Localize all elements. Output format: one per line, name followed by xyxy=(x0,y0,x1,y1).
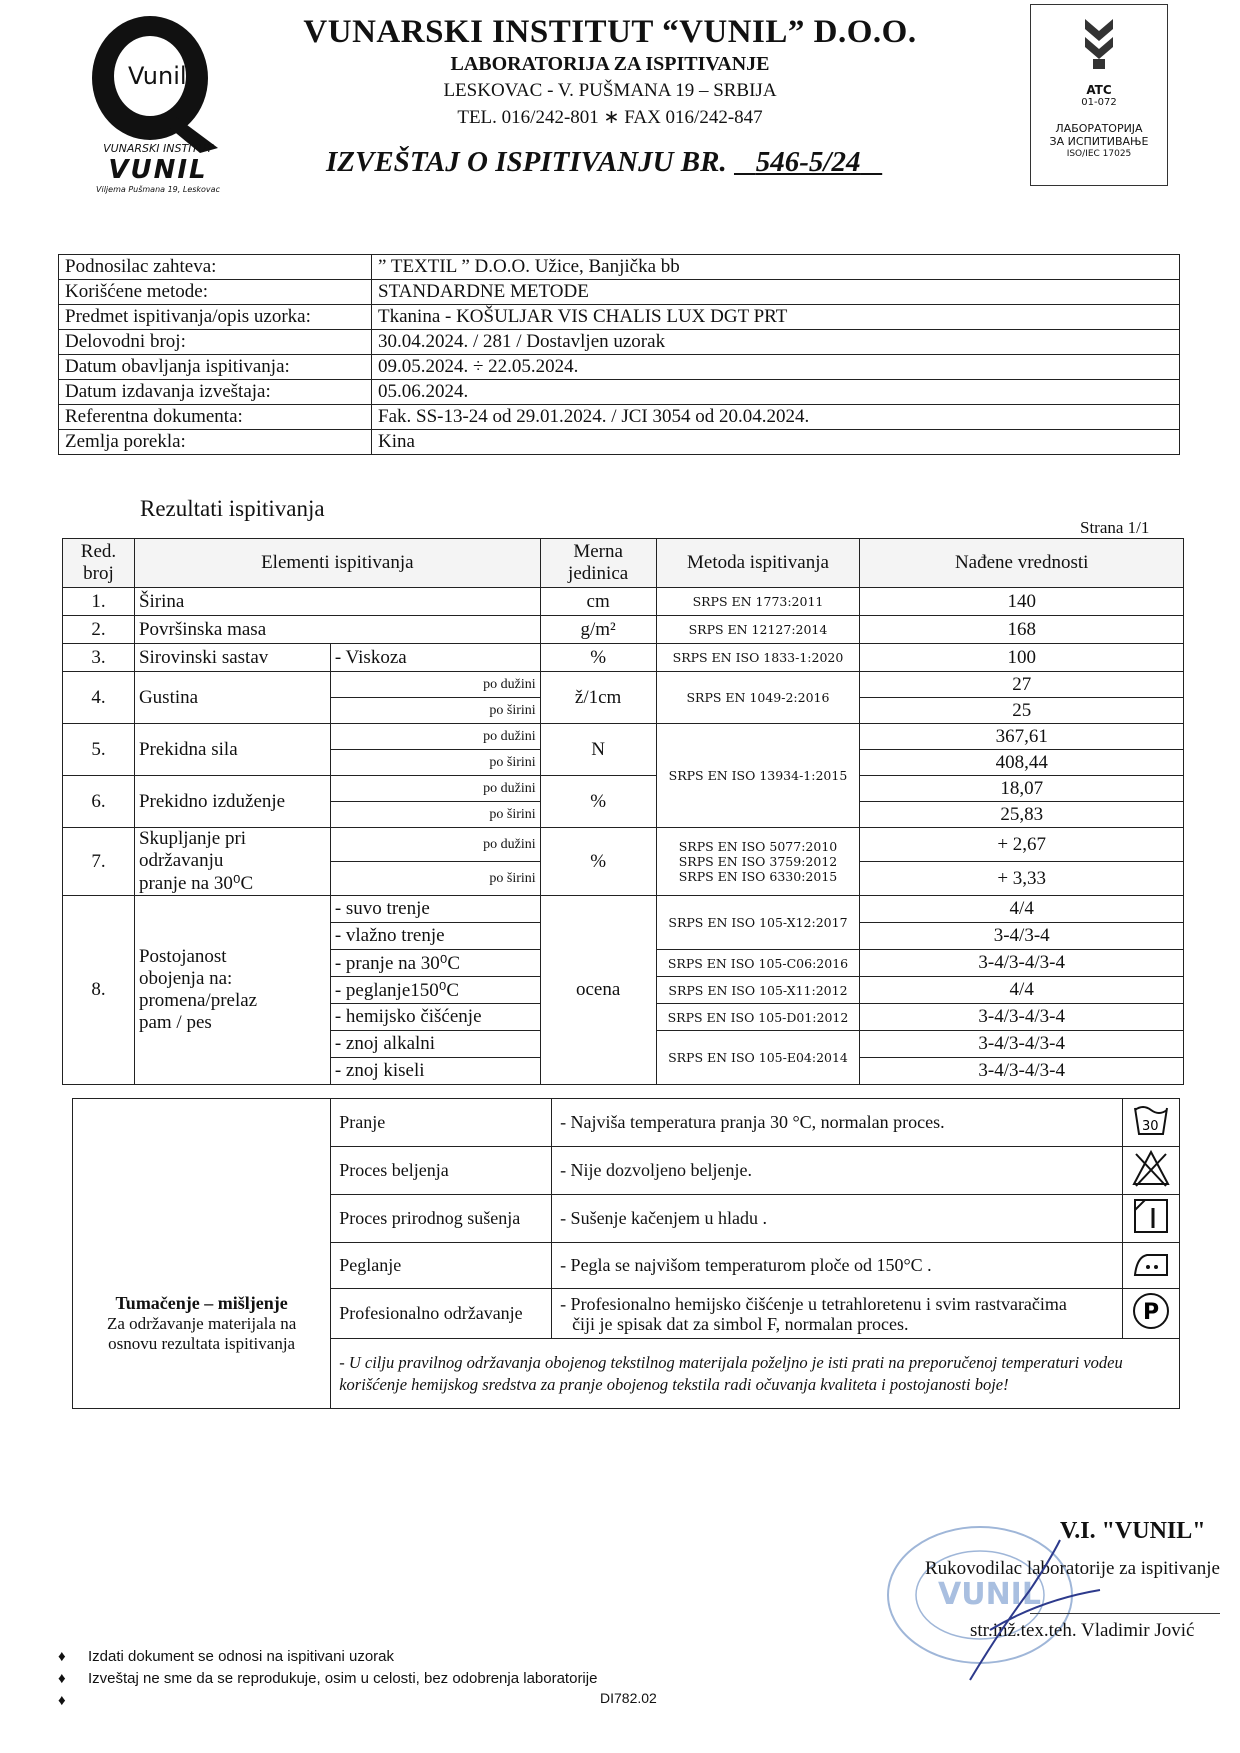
care-text: - Najviša temperatura pranja 30 °C, normalan proces. xyxy=(552,1099,1123,1147)
value: 4/4 xyxy=(860,896,1184,923)
footer-item xyxy=(58,1668,597,1690)
footer-item xyxy=(58,1646,597,1668)
element-name-line: obojenja na: xyxy=(138,968,233,989)
interpretation-title: Tumačenje – mišljenje xyxy=(115,1293,288,1313)
info-row xyxy=(59,330,1180,355)
element-name-line-2: pranje na 30⁰C xyxy=(138,873,254,894)
unit: % xyxy=(540,776,656,828)
value: 3-4/3-4/3-4 xyxy=(860,1031,1184,1058)
info-label: Podnosilac zahteva: xyxy=(59,255,372,280)
element-name: Prekidno izduženje xyxy=(134,776,330,828)
method: SRPS EN ISO 105-X11:2012 xyxy=(656,977,860,1004)
accreditation-box xyxy=(1030,4,1168,186)
value: 27 xyxy=(860,672,1184,698)
footer-text: Izdati dokument se odnosi na ispitivani uzorak xyxy=(88,1648,395,1665)
value: 168 xyxy=(860,616,1184,644)
row-number: 1. xyxy=(63,588,135,616)
results-title: Rezultati ispitivanja xyxy=(140,496,325,521)
wash-30-icon xyxy=(1122,1099,1179,1147)
row-number: 6. xyxy=(63,776,135,828)
info-label: Referentna dokumenta: xyxy=(59,405,372,430)
direction-label: po dužini xyxy=(330,672,540,698)
care-label: Proces prirodnog sušenja xyxy=(331,1195,552,1243)
unit: N xyxy=(540,724,656,776)
footer-notes xyxy=(58,1646,597,1712)
fastness-label: - suvo trenje xyxy=(330,896,540,923)
info-label: Korišćene metode: xyxy=(59,280,372,305)
care-label: Peglanje xyxy=(331,1243,552,1289)
report-title xyxy=(326,146,882,179)
fastness-label: - znoj alkalni xyxy=(330,1031,540,1058)
atc-icon xyxy=(1079,15,1119,75)
accreditation-line-3: ISO/IEC 17025 xyxy=(1066,149,1132,159)
value: 25,83 xyxy=(860,802,1184,828)
element-name: Širina xyxy=(134,588,540,616)
signature-org: V.I. "VUNIL" xyxy=(1060,1518,1206,1544)
iron-icon xyxy=(1122,1243,1179,1289)
fastness-label: - znoj kiseli xyxy=(330,1058,540,1085)
accreditation-line-1: ЛАБОРАТОРИЈА xyxy=(1055,122,1143,135)
info-value: STANDARDNE METODE xyxy=(372,280,1180,305)
unit: cm xyxy=(540,588,656,616)
care-note: - U cilju pravilnog održavanja obojenog tekstilnog materijala poželjno je isti prati na preporučenoj temperaturi vodeu korišćenje hemijskog sredstva za pranje obojenog tekstila radi očuvanja kvaliteta i postojanosti boje! xyxy=(331,1339,1180,1409)
unit: % xyxy=(540,828,656,896)
footer-item xyxy=(58,1690,597,1712)
institute-name: VUNARSKI INSTITUT “VUNIL” D.O.O. xyxy=(303,14,917,50)
handwritten-signature xyxy=(960,1530,1110,1690)
phone: TEL. 016/242-801 ∗ FAX 016/242-847 xyxy=(457,107,763,128)
interpretation-table xyxy=(72,1098,1180,1409)
direction-label: po širini xyxy=(330,802,540,828)
direction-label: po dužini xyxy=(330,776,540,802)
logo-brand: VUNIL xyxy=(108,155,208,185)
row-number: 2. xyxy=(63,616,135,644)
unit: g/m² xyxy=(540,616,656,644)
table-row xyxy=(63,724,1184,750)
info-value: Fak. SS-13-24 od 29.01.2024. / JCI 3054 od 20.04.2024. xyxy=(372,405,1180,430)
element-name-line: Postojanost xyxy=(138,946,227,967)
care-text xyxy=(552,1289,1123,1339)
results-table xyxy=(62,538,1184,1085)
wash-temp: 30 xyxy=(1141,1119,1159,1134)
method: SRPS EN ISO 105-C06:2016 xyxy=(656,950,860,977)
direction-label: po dužini xyxy=(330,724,540,750)
info-label: Delovodni broj: xyxy=(59,330,372,355)
atc-label: ATC xyxy=(1086,83,1112,97)
method: SRPS EN 12127:2014 xyxy=(656,616,860,644)
info-row xyxy=(59,380,1180,405)
method: SRPS EN ISO 105-X12:2017 xyxy=(656,896,860,950)
value: 18,07 xyxy=(860,776,1184,802)
page-label: Strana 1/1 xyxy=(1080,518,1150,537)
fastness-label: - pranje na 30⁰C xyxy=(330,950,540,977)
info-row xyxy=(59,280,1180,305)
care-text: - Pegla se najvišom temperaturom ploče od 150°C . xyxy=(552,1243,1123,1289)
value: 3-4/3-4 xyxy=(860,923,1184,950)
row-number: 3. xyxy=(63,644,135,672)
fastness-label: - hemijsko čišćenje xyxy=(330,1004,540,1031)
method: SRPS EN 1773:2011 xyxy=(656,588,860,616)
table-row xyxy=(63,616,1184,644)
method xyxy=(656,828,860,896)
value: 25 xyxy=(860,698,1184,724)
row-number: 4. xyxy=(63,672,135,724)
care-row xyxy=(73,1099,1180,1147)
info-label: Datum izdavanja izveštaja: xyxy=(59,380,372,405)
header-vrednosti: Nađene vrednosti xyxy=(860,539,1184,588)
value: + 2,67 xyxy=(860,828,1184,862)
info-value: 09.05.2024. ÷ 22.05.2024. xyxy=(372,355,1180,380)
unit: ocena xyxy=(540,896,656,1085)
document-id: DI782.02 xyxy=(600,1690,657,1706)
no-bleach-icon xyxy=(1122,1147,1179,1195)
report-title-prefix: IZVEŠTAJ O ISPITIVANJU BR. xyxy=(326,146,727,178)
value: 3-4/3-4/3-4 xyxy=(860,1004,1184,1031)
value: 3-4/3-4/3-4 xyxy=(860,950,1184,977)
care-label: Profesionalno održavanje xyxy=(331,1289,552,1339)
info-row xyxy=(59,305,1180,330)
info-value: ” TEXTIL ” D.O.O. Užice, Banjička bb xyxy=(372,255,1180,280)
address: LESKOVAC - V. PUŠMANA 19 – SRBIJA xyxy=(443,80,777,101)
table-row xyxy=(63,896,1184,923)
table-row xyxy=(63,644,1184,672)
value: 3-4/3-4/3-4 xyxy=(860,1058,1184,1085)
method: SRPS EN ISO 13934-1:2015 xyxy=(656,724,860,828)
logo-caption xyxy=(88,142,228,194)
element-name: Površinska masa xyxy=(134,616,540,644)
info-value: 05.06.2024. xyxy=(372,380,1180,405)
info-value: Tkanina - KOŠULJAR VIS CHALIS LUX DGT PRT xyxy=(372,305,1180,330)
bullet-icon: ♦ xyxy=(58,1692,66,1709)
row-number: 5. xyxy=(63,724,135,776)
header-metoda: Metoda ispitivanja xyxy=(656,539,860,588)
professional-p-icon xyxy=(1122,1289,1179,1339)
value: 100 xyxy=(860,644,1184,672)
info-label: Predmet ispitivanja/opis uzorka: xyxy=(59,305,372,330)
report-number: 546-5/24 xyxy=(755,146,861,178)
request-info-table xyxy=(58,254,1180,455)
table-row xyxy=(63,776,1184,802)
direction-label: po širini xyxy=(330,750,540,776)
care-label: Proces beljenja xyxy=(331,1147,552,1195)
method: SRPS EN ISO 105-E04:2014 xyxy=(656,1031,860,1085)
info-value: Kina xyxy=(372,430,1180,455)
signature-role: Rukovodilac laboratorije za ispitivanje xyxy=(925,1558,1220,1579)
method-line: SRPS EN ISO 3759:2012 xyxy=(678,854,838,869)
direction-label: po širini xyxy=(330,698,540,724)
info-row xyxy=(59,355,1180,380)
lab-name: LABORATORIJA ZA ISPITIVANJE xyxy=(450,53,770,75)
header-elementi: Elementi ispitivanja xyxy=(134,539,540,588)
care-text: - Sušenje kačenjem u hladu . xyxy=(552,1195,1123,1243)
care-text: - Nije dozvoljeno beljenje. xyxy=(552,1147,1123,1195)
line-dry-shade-icon xyxy=(1122,1195,1179,1243)
care-text-line: - Profesionalno hemijsko čišćenje u tetrahloretenu i svim rastvaračima xyxy=(560,1293,1067,1314)
fastness-label: - vlažno trenje xyxy=(330,923,540,950)
info-label: Zemlja porekla: xyxy=(59,430,372,455)
method: SRPS EN ISO 1833-1:2020 xyxy=(656,644,860,672)
unit: % xyxy=(540,644,656,672)
method-line: SRPS EN ISO 5077:2010 xyxy=(678,839,838,854)
table-row xyxy=(63,672,1184,698)
info-label: Datum obavljanja ispitivanja: xyxy=(59,355,372,380)
header-jedinica: Merna jedinica xyxy=(540,539,656,588)
info-value: 30.04.2024. / 281 / Dostavljen uzorak xyxy=(372,330,1180,355)
bullet-icon: ♦ xyxy=(58,1648,66,1665)
value: 140 xyxy=(860,588,1184,616)
info-row xyxy=(59,255,1180,280)
element-name: Sirovinski sastav xyxy=(134,644,330,672)
direction-label: po dužini xyxy=(330,828,540,862)
signature-name: str.inž.tex.teh. Vladimir Jović xyxy=(970,1620,1195,1641)
element-name xyxy=(134,828,330,896)
row-number: 8. xyxy=(63,896,135,1085)
unit: ž/1cm xyxy=(540,672,656,724)
table-row xyxy=(63,588,1184,616)
svg-text:Vunil: Vunil xyxy=(128,62,187,90)
element-name: Prekidna sila xyxy=(134,724,330,776)
header-red-broj: Red. broj xyxy=(63,539,135,588)
value: 408,44 xyxy=(860,750,1184,776)
method: SRPS EN 1049-2:2016 xyxy=(656,672,860,724)
direction-label: po širini xyxy=(330,862,540,896)
method-line: SRPS EN ISO 6330:2015 xyxy=(678,869,838,884)
atc-number: 01-072 xyxy=(1081,97,1117,108)
header-block xyxy=(300,14,920,129)
info-row xyxy=(59,405,1180,430)
fastness-label: - peglanje150⁰C xyxy=(330,977,540,1004)
info-row xyxy=(59,430,1180,455)
value: 4/4 xyxy=(860,977,1184,1004)
table-row xyxy=(63,828,1184,862)
footer-text: Izveštaj ne sme da se reprodukuje, osim u celosti, bez odobrenja laboratorije xyxy=(88,1670,598,1687)
value: + 3,33 xyxy=(860,862,1184,896)
element-name-line: pam / pes xyxy=(138,1012,212,1033)
care-text-line: čiji je spisak dat za simbol F, normalan proces. xyxy=(572,1313,909,1334)
logo-text: VUNARSKI INSTITUT xyxy=(103,142,213,155)
interpretation-subtitle: Za održavanje materijala na osnovu rezultata ispitivanja xyxy=(106,1314,297,1353)
element-sub: - Viskoza xyxy=(330,644,540,672)
element-name-line: promena/prelaz xyxy=(138,990,258,1011)
value: 367,61 xyxy=(860,724,1184,750)
method: SRPS EN ISO 105-D01:2012 xyxy=(656,1004,860,1031)
row-number: 7. xyxy=(63,828,135,896)
element-name xyxy=(134,896,330,1085)
logo-address: Viljema Pušmana 19, Leskovac xyxy=(96,185,220,194)
accreditation-line-2: ЗА ИСПИТИВАЊЕ xyxy=(1049,135,1149,148)
element-name: Gustina xyxy=(134,672,330,724)
element-name-line-1: Skupljanje pri održavanju xyxy=(138,828,247,871)
results-header-row xyxy=(63,539,1184,588)
interpretation-heading xyxy=(73,1099,331,1409)
bullet-icon: ♦ xyxy=(58,1670,66,1687)
care-label: Pranje xyxy=(331,1099,552,1147)
professional-letter: P xyxy=(1142,1300,1160,1325)
stamp-text: VUNIL xyxy=(938,1577,1041,1612)
